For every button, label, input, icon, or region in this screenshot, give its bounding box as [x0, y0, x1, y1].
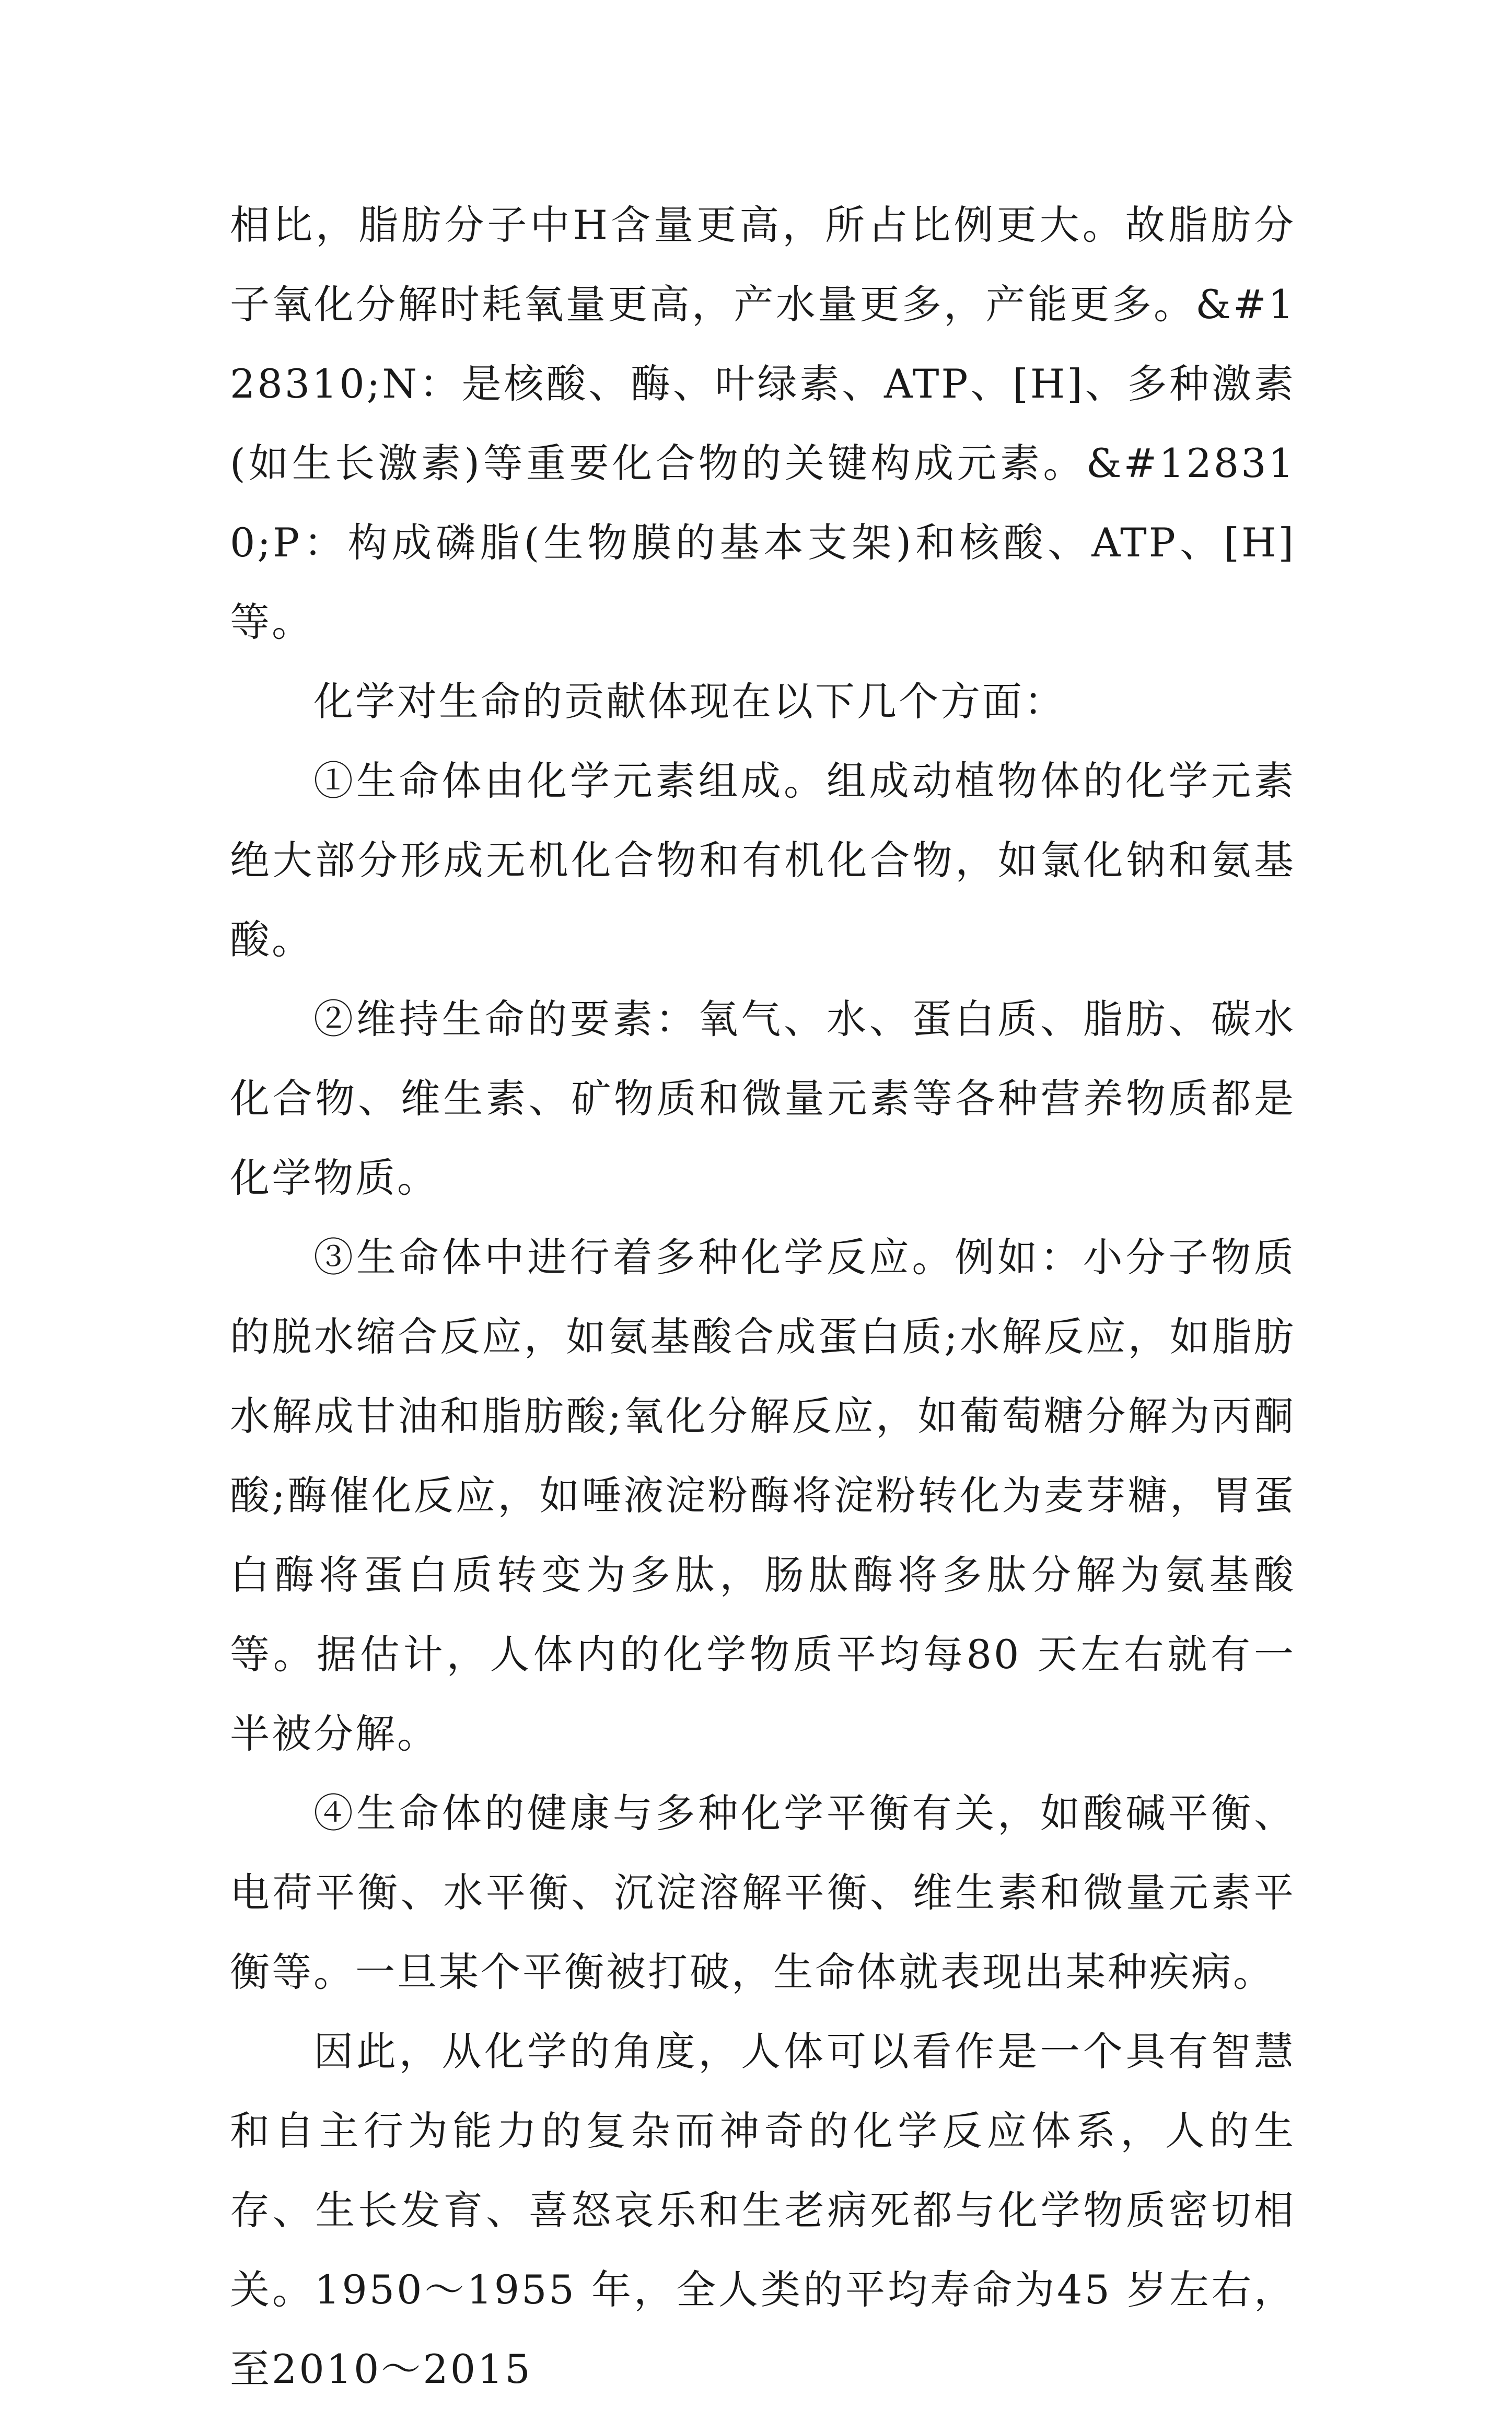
- paragraph-intro: 化学对生命的贡献体现在以下几个方面：: [313, 678, 1066, 725]
- paragraph-point-2: ②维持生命的要素：氧气、水、蛋白质、脂肪、碳水化合物、维生素、矿物质和微量元素等各种营养物质都是化学物质。: [230, 996, 1296, 1201]
- paragraph-continuation: 相比，脂肪分子中H含量更高，所占比例更大。故脂肪分子氧化分解时耗氧量更高，产水量更多，产能更多。&#128310;N：是核酸、酶、叶绿素、ATP、[H]、多种激素(如生长激素)等重要化合物的关键构成元素。&#128310;P：构成磷脂(生物膜的基本支架)和核酸、ATP、[H]等。: [230, 202, 1296, 645]
- paragraph-point-4: ④生命体的健康与多种化学平衡有关，如酸碱平衡、电荷平衡、水平衡、沉淀溶解平衡、维生素和微量元素平衡等。一旦某个平衡被打破，生命体就表现出某种疾病。: [230, 1790, 1296, 1995]
- paragraph-conclusion: 因此，从化学的角度，人体可以看作是一个具有智慧和自主行为能力的复杂而神奇的化学反应体系，人的生存、生长发育、喜怒哀乐和生老病死都与化学物质密切相关。1950～1955 年，全人类的平均寿命为45 岁左右，至2010～2015: [230, 2028, 1296, 2392]
- paragraph-point-1: ①生命体由化学元素组成。组成动植物体的化学元素绝大部分形成无机化合物和有机化合物，如氯化钠和氨基酸。: [230, 758, 1296, 963]
- paragraph-point-3: ③生命体中进行着多种化学反应。例如：小分子物质的脱水缩合反应，如氨基酸合成蛋白质;水解反应，如脂肪水解成甘油和脂肪酸;氧化分解反应，如葡萄糖分解为丙酮酸;酶催化反应，如唾液淀粉酶将淀粉转化为麦芽糖，胃蛋白酶将蛋白质转变为多肽，肠肽酶将多肽分解为氨基酸等。据估计，人体内的化学物质平均每80 天左右就有一半被分解。: [230, 1234, 1296, 1757]
- body-text: [230, 185, 1296, 2409]
